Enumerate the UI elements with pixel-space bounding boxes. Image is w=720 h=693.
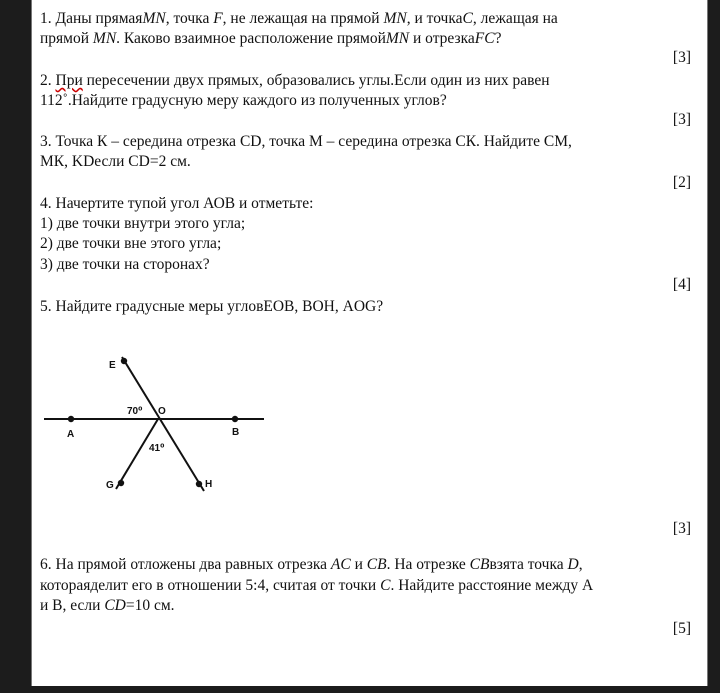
angle-label-top: 70⁰ — [127, 406, 143, 417]
point-g — [118, 480, 124, 486]
q1-score: [3] — [672, 49, 691, 66]
label-g: G — [106, 480, 114, 491]
q3-score: [2] — [672, 174, 691, 191]
q4-score: [4] — [672, 276, 691, 293]
point-b — [232, 416, 238, 422]
q6-line2: котораяделит его в отношении 5:4, считая от точки C. Найдите расстояние между А — [40, 577, 594, 594]
q3-line2: МК, KDесли CD=2 см. — [40, 153, 191, 170]
q2-score: [3] — [672, 111, 691, 128]
q5-line1: 5. Найдите градусные меры угловЕОВ, ВОН, AOG? — [40, 298, 384, 315]
label-e: E — [109, 360, 116, 371]
label-a: A — [67, 429, 75, 440]
q4-line4: 3) две точки на сторонах? — [40, 256, 210, 273]
q6-line1: 6. На прямой отложены два равных отрезка AC и CB. На отрезке CBвзята точка D, — [40, 556, 583, 573]
point-e — [121, 358, 127, 364]
point-h — [196, 481, 202, 487]
q6-score: [5] — [672, 620, 691, 637]
q4-line3: 2) две точки вне этого угла; — [40, 235, 222, 252]
q2-line1: 2. При пересечении двух прямых, образовались углы.Если один из них равен — [40, 72, 550, 89]
q5-score: [3] — [672, 520, 691, 537]
q1-line1: 1. Даны прямаяMN, точка F, не лежащая на прямой MN, и точкаC, лежащая на — [40, 10, 558, 27]
q2-line2: 112˚.Найдите градусную меру каждого из полученных углов? — [40, 92, 447, 109]
line-eh — [122, 357, 204, 491]
q1-line2: прямой MN. Каково взаимное расположение прямойMN и отрезкаFC? — [40, 30, 502, 47]
q6-line3: и В, если CD=10 см. — [40, 597, 175, 614]
point-a — [68, 416, 74, 422]
ray-og — [116, 419, 158, 489]
label-b: B — [232, 427, 240, 438]
angle-label-bottom: 41⁰ — [149, 443, 165, 454]
q3-line1: 3. Точка К – середина отрезка CD, точка М – середина отрезка СК. Найдите СМ, — [40, 133, 572, 150]
q4-line1: 4. Начертите тупой угол АОВ и отметьте: — [40, 195, 314, 212]
label-o: O — [158, 406, 166, 417]
worksheet-page — [31, 0, 708, 686]
label-h: H — [205, 479, 213, 490]
q4-line2: 1) две точки внутри этого угла; — [40, 215, 246, 232]
